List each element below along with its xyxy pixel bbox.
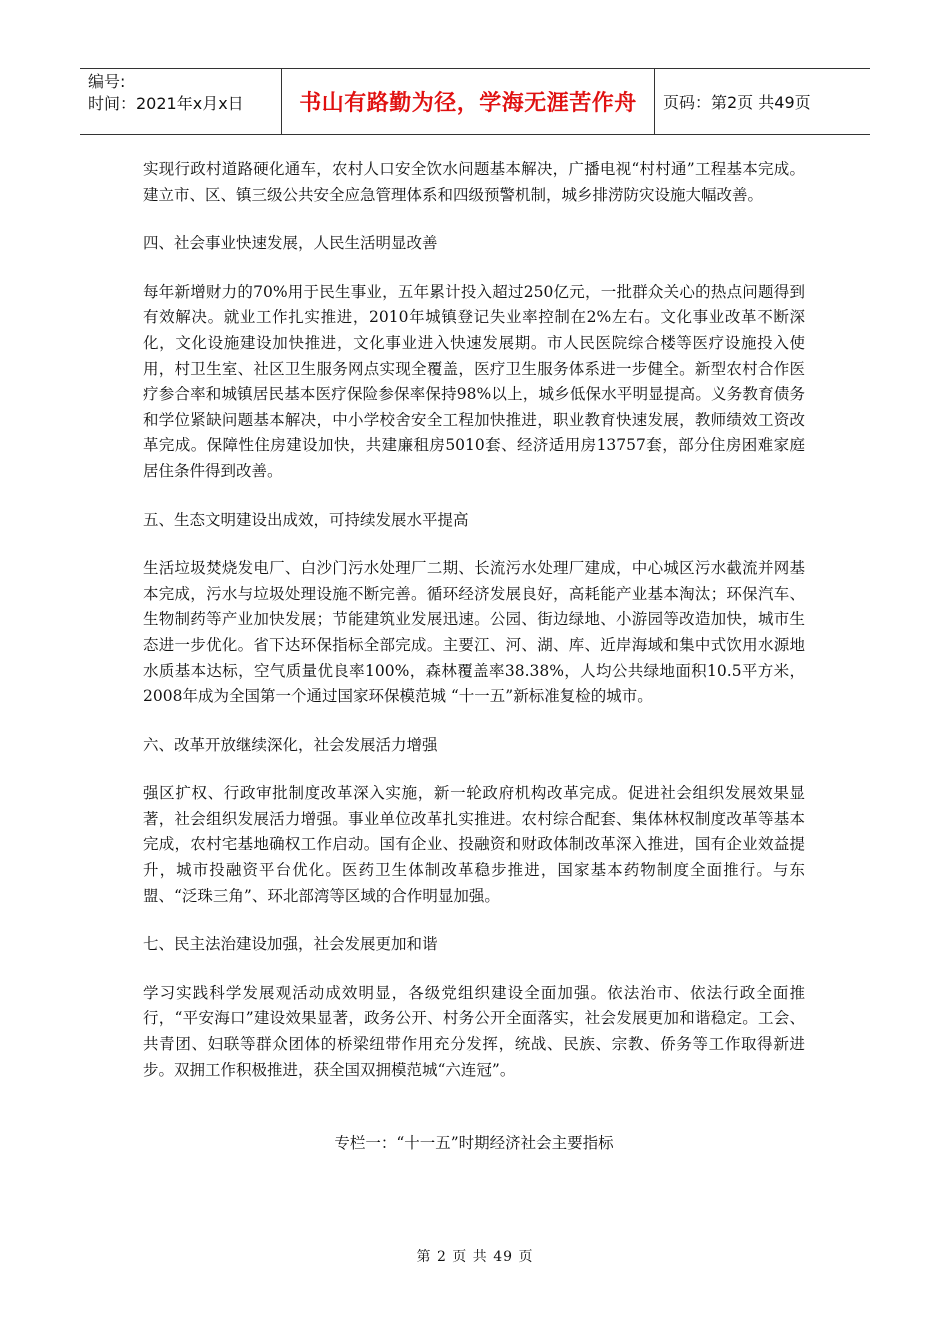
header-motto: 书山有路勤为径，学海无涯苦作舟 — [282, 69, 655, 134]
document-body — [143, 157, 805, 1106]
paragraph: 实现行政村道路硬化通车，农村人口安全饮水问题基本解决，广播电视“村村通”工程基本完成。建立市、区、镇三级公共安全应急管理体系和四级预警机制，城乡排涝防灾设施大幅改善。 — [143, 160, 805, 204]
section-heading: 七、民主法治建设加强，社会发展更加和谐 — [143, 935, 438, 954]
table-caption: 专栏一：“十一五”时期经济社会主要指标 — [334, 1134, 614, 1152]
section-heading: 六、改革开放继续深化，社会发展活力增强 — [143, 735, 438, 754]
section-heading: 五、生态文明建设出成效，可持续发展水平提高 — [143, 510, 469, 529]
section-heading: 四、社会事业快速发展，人民生活明显改善 — [143, 234, 438, 253]
paragraph: 每年新增财力的70%用于民生事业，五年累计投入超过250亿元，一批群众关心的热点问题得到有效解决。就业工作扎实推进，2010年城镇登记失业率控制在2%左右。文化事业改革不断深化，文化设施建设加快推进，文化事业进入快速发展期。市人民医院综合楼等医疗设施投入使用，村卫生室、社区卫生服务网点实现全覆盖，医疗卫生服务体系进一步健全。新型农村合作医疗参合率和城镇居民基本医疗保险参保率保持98%以上，城乡低保水平明显提高。义务教育债务和学位紧缺问题基本解决，中小学校舍安全工程加快推进，职业教育快速发展，教师绩效工资改革完成。保障性住房建设加快，共建廉租房5010套、经济适用房13757套，部分住房困难家庭居住条件得到改善。 — [143, 282, 805, 480]
document-number-label: 编号: — [88, 72, 126, 91]
paragraph: 强区扩权、行政审批制度改革深入实施，新一轮政府机构改革完成。促进社会组织发展效果显著，社会组织发展活力增强。事业单位改革扎实推进。农村综合配套、集体林权制度改革等基本完成，农村宅基地确权工作启动。国有企业、投融资和财政体制改革深入推进，国有企业效益提升，城市投融资平台优化。医药卫生体制改革稳步推进，国家基本药物制度全面推行。与东盟、“泛珠三角”、环北部湾等区域的合作明显加强。 — [143, 784, 805, 905]
page-footer: 第 2 页 共 49 页 — [416, 1249, 534, 1265]
paragraph: 学习实践科学发展观活动成效明显，各级党组织建设全面加强。依法治市、依法行政全面推行，“平安海口”建设效果显著，政务公开、村务公开全面落实，社会发展更加和谐稳定。工会、共青团、妇联等群众团体的桥梁纽带作用充分发挥，统战、民族、宗教、侨务等工作取得新进步。双拥工作积极推进，获全国双拥模范城“六连冠”。 — [143, 983, 805, 1079]
page-header — [80, 68, 870, 135]
paragraph: 生活垃圾焚烧发电厂、白沙门污水处理厂二期、长流污水处理厂建成，中心城区污水截流并网基本完成，污水与垃圾处理设施不断完善。循环经济发展良好，高耗能产业基本淘汰；环保汽车、生物制药等产业加快发展；节能建筑业发展迅速。公园、街边绿地、小游园等改造加快，城市生态进一步优化。省下达环保指标全部完成。主要江、河、湖、库、近岸海域和集中式饮用水源地水质基本达标，空气质量优良率100%，森林覆盖率38.38%，人均公共绿地面积10.5平方米，2008年成为全国第一个通过国家环保模范城 “十一五”新标准复检的城市。 — [143, 559, 805, 706]
header-meta — [80, 69, 282, 134]
document-date: 时间：2021年x月x日 — [88, 94, 244, 113]
header-page-info: 页码：第2页 共49页 — [663, 93, 811, 112]
